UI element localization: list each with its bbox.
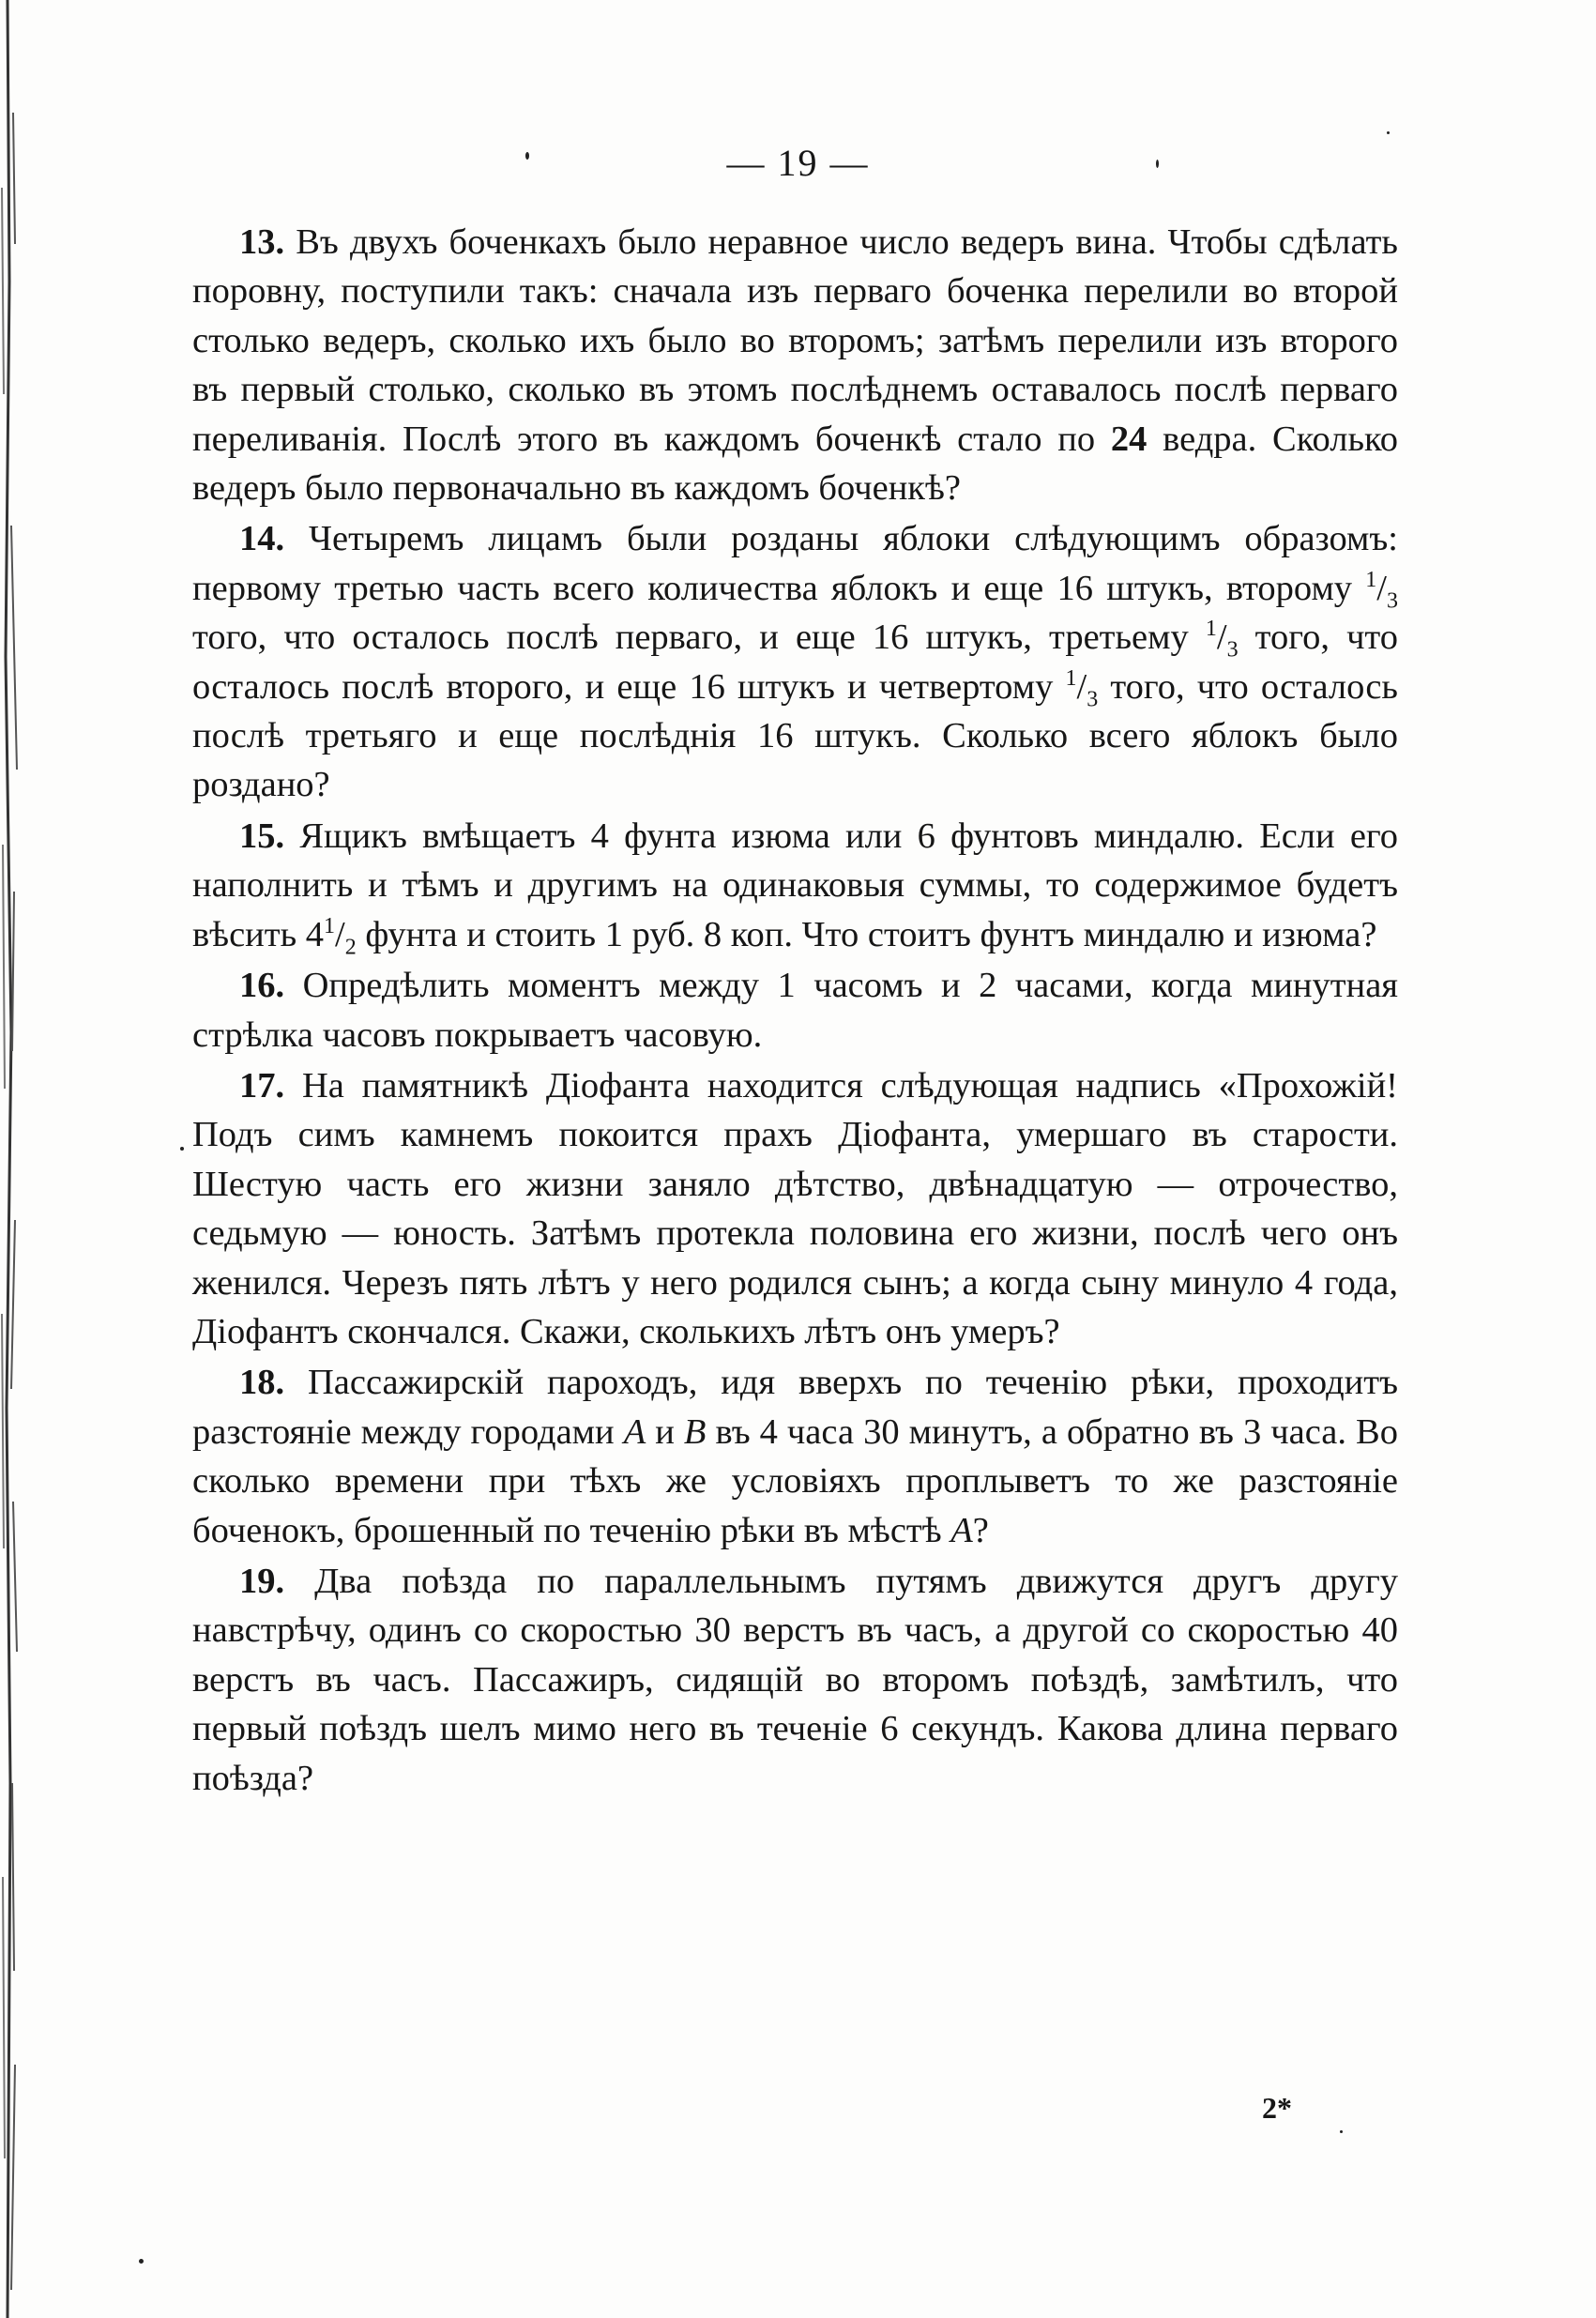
fraction-slash: / — [1076, 666, 1087, 707]
problem-16 — [192, 961, 1398, 1060]
problem-number: 19. — [239, 1561, 285, 1601]
scan-binding-edge — [0, 0, 43, 2318]
fraction-slash: / — [1376, 568, 1387, 608]
problem-15 — [192, 812, 1398, 959]
fraction-denominator: 3 — [1387, 588, 1398, 614]
problem-text: того, что осталось послѣ третьяго и еще послѣднія 16 штукъ. Сколько всего яблокъ было роздано? — [192, 666, 1398, 805]
problem-number: 17. — [239, 1065, 285, 1106]
scan-speck — [1340, 2130, 1343, 2133]
problem-number: 14. — [239, 519, 285, 559]
fraction-slash: / — [1216, 618, 1227, 658]
problem-text: въ 4 часа 30 минутъ, а обратно въ 3 часа. Во сколько времени при тѣхъ же условіяхъ проплыветъ то же разстояніе боченокъ, брошенный по теченію рѣки въ мѣстѣ — [192, 1411, 1398, 1550]
problem-18 — [192, 1358, 1398, 1555]
problem-text: Четыремъ лицамъ были розданы яблоки слѣдующимъ образомъ: первому третью часть всего количества яблокъ и еще 16 штукъ, второму — [192, 519, 1399, 608]
problem-text: Два поѣзда по параллельнымъ путямъ движутся другъ другу навстрѣчу, одинъ со скоростью 30 верстъ въ часъ, а другой со скоростью 40 верстъ въ часъ. Пассажиръ, сидящій во второмъ поѣздѣ, замѣтилъ, что первый поѣздъ шелъ мимо него въ теченіе 6 секундъ. Какова длина перваго поѣзда? — [192, 1561, 1398, 1798]
city-label: A — [623, 1411, 646, 1452]
scan-speck — [139, 2259, 144, 2264]
problem-text: Въ двухъ боченкахъ было неравное число ведеръ вина. Чтобы сдѣлать поровну, поступили такъ: сначала изъ перваго боченка перелили во второй столько ведеръ, сколько ихъ было во второмъ; затѣмъ перелили изъ второго въ первый столько, сколько въ этомъ послѣднемъ оставалось послѣ перваго переливанія. Послѣ этого въ каждомъ боченкѣ стало по — [192, 222, 1398, 459]
fraction-denominator: 3 — [1226, 637, 1239, 663]
problem-text: фунта и стоить 1 руб. 8 коп. Что стоитъ фунтъ миндалю и изюма? — [356, 914, 1377, 954]
city-label: A — [950, 1510, 973, 1550]
problem-text: того, что осталось послѣ второго, и еще 16 штукъ и четвертому — [192, 618, 1398, 707]
fraction-slash: / — [335, 914, 345, 954]
fraction-numerator: 1 — [1205, 617, 1217, 642]
problem-19 — [192, 1557, 1398, 1803]
fraction-denominator: 2 — [344, 935, 357, 960]
fraction-one-third — [1205, 617, 1239, 663]
problem-text: Опредѣлить моментъ между 1 часомъ и 2 часами, когда минутная стрѣлка часовъ покрываетъ часовую. — [192, 966, 1399, 1055]
problem-text: и — [646, 1411, 684, 1452]
fraction-one-third — [1065, 665, 1099, 712]
fraction-one-half — [324, 913, 357, 960]
fraction-numerator: 1 — [324, 913, 336, 938]
problem-number: 15. — [239, 816, 285, 856]
problem-14 — [192, 514, 1398, 809]
scan-speck — [1387, 131, 1390, 134]
problem-text: того, что осталось послѣ перваго, и еще 16 штукъ, третьему — [192, 618, 1206, 658]
problem-text: ведра. Сколько ведеръ было первоначально въ каждомъ боченкѣ? — [192, 419, 1398, 509]
fraction-denominator: 3 — [1087, 687, 1099, 712]
problem-value: 24 — [1110, 419, 1148, 459]
problem-text: Ящикъ вмѣщаетъ 4 фунта изюма или 6 фунтовъ миндалю. Если его наполнить и тѣмъ и другимъ на одинаковыя суммы, то содержимое будетъ вѣсить 4 — [192, 816, 1398, 954]
problem-13 — [192, 218, 1398, 512]
city-label: B — [683, 1411, 707, 1452]
problems-text — [192, 218, 1398, 1805]
problem-number: 16. — [239, 966, 285, 1006]
problem-number: 18. — [239, 1363, 285, 1403]
fraction-one-third — [1365, 568, 1398, 614]
printer-signature: 2* — [1262, 2091, 1292, 2125]
problem-text: На памятникѣ Діофанта находится слѣдующая надпись «Прохожій! Подъ симъ камнемъ покоится прахъ Діофанта, умершаго въ старости. Шестую часть его жизни заняло дѣтство, двѣнадцатую — отрочество, седьмую — юность. Затѣмъ протекла половина его жизни, послѣ чего онъ женился. Черезъ пять лѣтъ у него родился сынъ; а когда сыну минуло 4 года, Діофантъ скончался. Скажи, сколькихъ лѣтъ онъ умеръ? — [192, 1065, 1398, 1351]
fraction-numerator: 1 — [1065, 665, 1077, 691]
problem-text: ? — [972, 1510, 989, 1550]
problem-text: Пассажирскій пароходъ, идя вверхъ по теченію рѣки, проходитъ разстояніе между городами — [192, 1363, 1398, 1452]
page-number: — 19 — — [726, 142, 870, 184]
problem-17 — [192, 1061, 1398, 1356]
problem-number: 13. — [239, 222, 285, 262]
fraction-numerator: 1 — [1365, 568, 1377, 593]
scan-speck — [180, 1147, 184, 1151]
